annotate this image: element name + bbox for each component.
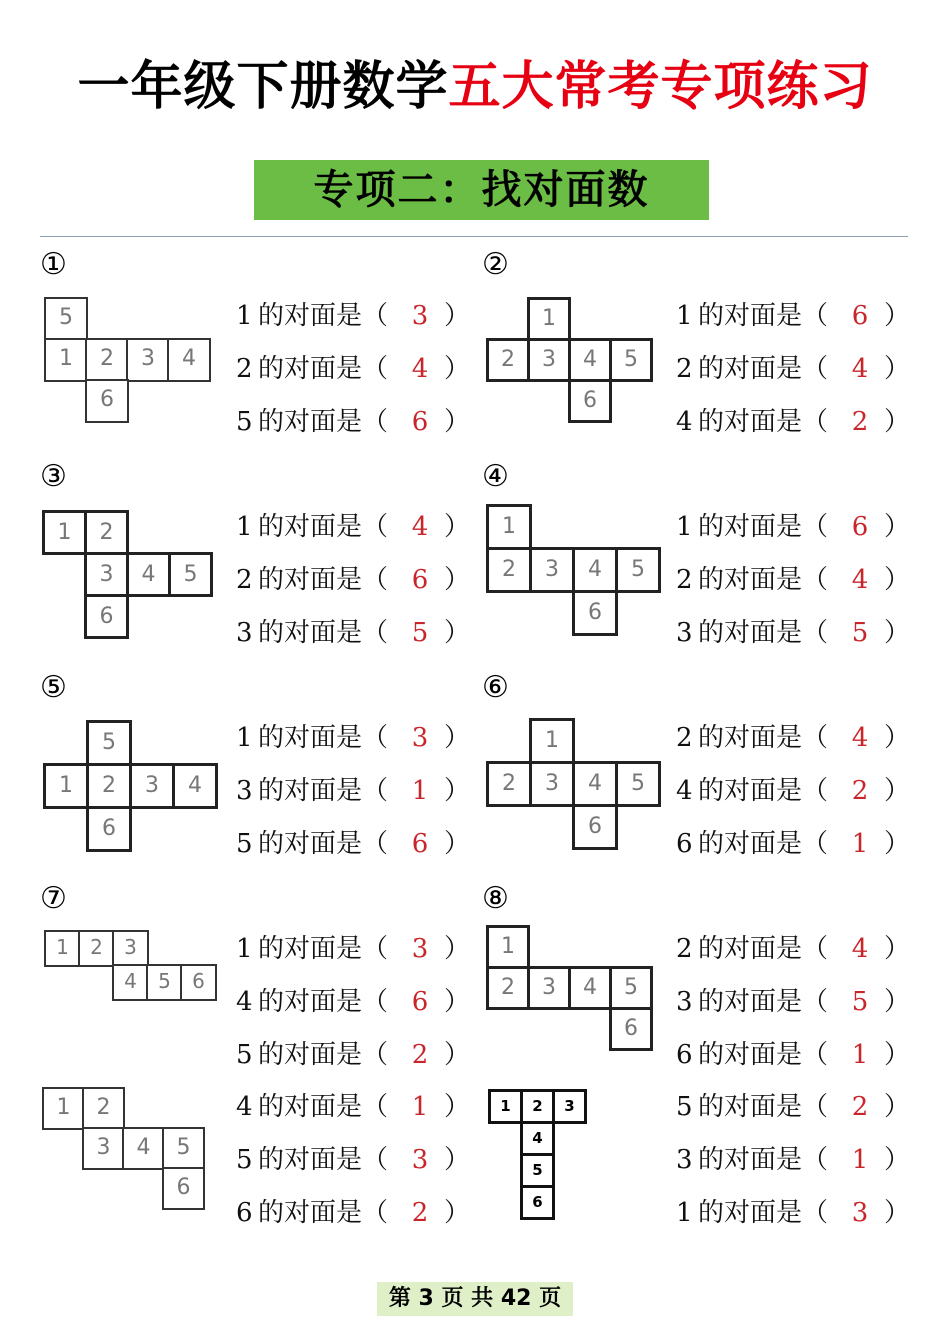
question-text: 的对面是（ (258, 354, 389, 384)
answer-value: 4 (851, 934, 869, 964)
close-paren: ） (884, 565, 911, 595)
answer-value: 1 (411, 776, 429, 806)
cube-face: 1 (43, 763, 89, 809)
close-paren: ） (884, 1040, 911, 1070)
face-number: 6 (676, 1040, 693, 1070)
question-line (676, 564, 911, 596)
close-paren: ） (444, 512, 471, 542)
answer-value: 3 (411, 1145, 429, 1175)
cube-face: 6 (180, 964, 217, 1001)
question-text: 的对面是（ (698, 1040, 829, 1070)
question-text: 的对面是（ (258, 618, 389, 648)
answer-value: 6 (411, 987, 429, 1017)
question-text: 的对面是（ (698, 934, 829, 964)
face-number: 5 (236, 1145, 253, 1175)
question-line (676, 1091, 911, 1123)
cube-face: 3 (126, 338, 170, 382)
question-line (236, 353, 471, 385)
cube-face: 1 (527, 297, 571, 341)
cube-face: 3 (529, 761, 575, 807)
cube-face: 6 (572, 804, 618, 850)
cube-face: 4 (112, 964, 149, 1001)
title-black: 一年级下册数学 (77, 57, 449, 117)
question-line (676, 406, 911, 438)
question-text: 的对面是（ (258, 1198, 389, 1228)
face-number: 2 (676, 723, 693, 753)
question-text: 的对面是（ (258, 723, 389, 753)
face-number: 2 (236, 565, 253, 595)
cube-face: 2 (486, 547, 532, 593)
question-text: 的对面是（ (698, 618, 829, 648)
close-paren: ） (884, 829, 911, 859)
cube-face: 4 (572, 547, 618, 593)
close-paren: ） (884, 723, 911, 753)
question-text: 的对面是（ (258, 1092, 389, 1122)
question-text: 的对面是（ (258, 776, 389, 806)
cube-face: 5 (162, 1127, 205, 1170)
problem-number: ⑦ (40, 881, 67, 916)
cube-face: 1 (42, 510, 87, 555)
cube-face: 1 (529, 718, 575, 764)
question-text: 的对面是（ (698, 407, 829, 437)
cube-face: 4 (572, 761, 618, 807)
close-paren: ） (444, 723, 471, 753)
question-line (676, 986, 911, 1018)
close-paren: ） (444, 407, 471, 437)
question-text: 的对面是（ (258, 1145, 389, 1175)
title-red: 五大常考专项练习 (448, 57, 873, 117)
cube-face: 2 (78, 930, 115, 967)
problem-number: ① (40, 247, 67, 282)
face-number: 5 (236, 1040, 253, 1070)
cube-face: 3 (129, 763, 175, 809)
question-line (236, 564, 471, 596)
cube-face: 2 (82, 1087, 125, 1130)
question-line (676, 511, 911, 543)
cube-face: 4 (568, 338, 612, 382)
question-text: 的对面是（ (698, 987, 829, 1017)
cube-face: 5 (615, 547, 661, 593)
question-line (236, 511, 471, 543)
face-number: 2 (236, 354, 253, 384)
cube-face: 6 (84, 594, 129, 639)
cube-face: 6 (162, 1167, 205, 1210)
answer-value: 5 (851, 618, 869, 648)
question-line (676, 617, 911, 649)
question-text: 的对面是（ (698, 512, 829, 542)
close-paren: ） (444, 1145, 471, 1175)
problem-number: ⑤ (40, 670, 67, 705)
answer-value: 2 (851, 776, 869, 806)
face-number: 5 (676, 1092, 693, 1122)
question-line (236, 986, 471, 1018)
cube-face: 4 (172, 763, 218, 809)
face-number: 3 (236, 618, 253, 648)
cube-face: 3 (552, 1089, 587, 1124)
answer-value: 1 (851, 1145, 869, 1175)
face-number: 1 (236, 934, 253, 964)
close-paren: ） (444, 1040, 471, 1070)
face-number: 1 (676, 512, 693, 542)
question-text: 的对面是（ (258, 512, 389, 542)
answer-value: 3 (411, 934, 429, 964)
cube-face: 1 (488, 1089, 523, 1124)
cube-face: 2 (486, 338, 530, 382)
answer-value: 4 (851, 354, 869, 384)
cube-face: 5 (609, 966, 653, 1010)
question-line (236, 1144, 471, 1176)
answer-value: 2 (851, 1092, 869, 1122)
cube-face: 3 (529, 547, 575, 593)
divider (40, 236, 908, 237)
cube-face: 3 (527, 338, 571, 382)
face-number: 1 (236, 512, 253, 542)
face-number: 4 (236, 987, 253, 1017)
answer-value: 1 (851, 1040, 869, 1070)
cube-face: 2 (486, 761, 532, 807)
question-line (236, 722, 471, 754)
answer-value: 6 (851, 301, 869, 331)
close-paren: ） (444, 1092, 471, 1122)
face-number: 4 (676, 407, 693, 437)
question-line (676, 933, 911, 965)
answer-value: 4 (851, 723, 869, 753)
face-number: 3 (676, 618, 693, 648)
close-paren: ） (444, 829, 471, 859)
cube-face: 5 (44, 297, 88, 341)
problem-number: ⑧ (482, 881, 509, 916)
question-text: 的对面是（ (698, 1092, 829, 1122)
face-number: 1 (236, 723, 253, 753)
close-paren: ） (884, 1092, 911, 1122)
face-number: 1 (676, 1198, 693, 1228)
cube-face: 5 (146, 964, 183, 1001)
question-line (236, 828, 471, 860)
question-line (676, 1197, 911, 1229)
cube-face: 6 (609, 1007, 653, 1051)
face-number: 5 (236, 829, 253, 859)
face-number: 1 (676, 301, 693, 331)
question-text: 的对面是（ (258, 407, 389, 437)
close-paren: ） (884, 512, 911, 542)
face-number: 6 (236, 1198, 253, 1228)
question-line (236, 1039, 471, 1071)
cube-face: 6 (85, 379, 129, 423)
cube-face: 1 (44, 338, 88, 382)
answer-value: 3 (851, 1198, 869, 1228)
cube-face: 1 (42, 1087, 85, 1130)
close-paren: ） (884, 1198, 911, 1228)
cube-face: 6 (568, 379, 612, 423)
question-line (676, 775, 911, 807)
answer-value: 2 (411, 1198, 429, 1228)
close-paren: ） (444, 301, 471, 331)
close-paren: ） (444, 618, 471, 648)
answer-value: 1 (411, 1092, 429, 1122)
face-number: 3 (676, 1145, 693, 1175)
answer-value: 4 (411, 354, 429, 384)
close-paren: ） (884, 776, 911, 806)
cube-face: 6 (572, 590, 618, 636)
cube-face: 4 (126, 552, 171, 597)
face-number: 2 (676, 354, 693, 384)
cube-face: 4 (520, 1121, 555, 1156)
face-number: 6 (676, 829, 693, 859)
face-number: 5 (236, 407, 253, 437)
cube-face: 3 (82, 1127, 125, 1170)
cube-face: 2 (86, 763, 132, 809)
cube-face: 2 (85, 338, 129, 382)
close-paren: ） (884, 301, 911, 331)
answer-value: 2 (851, 407, 869, 437)
problem-number: ② (482, 247, 509, 282)
answer-value: 4 (411, 512, 429, 542)
answer-value: 4 (851, 565, 869, 595)
section-banner: 专项二：找对面数 (254, 160, 709, 220)
question-line (236, 406, 471, 438)
close-paren: ） (884, 987, 911, 1017)
close-paren: ） (884, 407, 911, 437)
question-text: 的对面是（ (698, 1198, 829, 1228)
question-text: 的对面是（ (698, 723, 829, 753)
question-line (236, 300, 471, 332)
cube-face: 3 (84, 552, 129, 597)
cube-face: 2 (84, 510, 129, 555)
answer-value: 3 (411, 301, 429, 331)
cube-face: 3 (112, 930, 149, 967)
problem-number: ⑥ (482, 670, 509, 705)
face-number: 3 (236, 776, 253, 806)
answer-value: 5 (411, 618, 429, 648)
question-line (676, 1039, 911, 1071)
cube-face: 6 (86, 806, 132, 852)
cube-face: 1 (486, 504, 532, 550)
page-title (0, 52, 950, 122)
answer-value: 6 (411, 829, 429, 859)
close-paren: ） (444, 934, 471, 964)
question-line (676, 828, 911, 860)
cube-face: 3 (527, 966, 571, 1010)
question-text: 的对面是（ (258, 987, 389, 1017)
question-line (236, 617, 471, 649)
face-number: 4 (236, 1092, 253, 1122)
problem-number: ④ (482, 459, 509, 494)
face-number: 2 (676, 565, 693, 595)
close-paren: ） (444, 987, 471, 1017)
cube-face: 5 (168, 552, 213, 597)
face-number: 2 (676, 934, 693, 964)
cube-face: 4 (568, 966, 612, 1010)
cube-face: 2 (486, 966, 530, 1010)
question-line (236, 1091, 471, 1123)
close-paren: ） (444, 354, 471, 384)
question-text: 的对面是（ (258, 934, 389, 964)
cube-face: 6 (520, 1185, 555, 1220)
cube-face: 5 (615, 761, 661, 807)
cube-face: 2 (520, 1089, 555, 1124)
answer-value: 1 (851, 829, 869, 859)
page-footer: 第 3 页 共 42 页 (377, 1282, 573, 1316)
question-text: 的对面是（ (258, 829, 389, 859)
question-text: 的对面是（ (698, 1145, 829, 1175)
question-text: 的对面是（ (258, 301, 389, 331)
cube-face: 4 (167, 338, 211, 382)
close-paren: ） (884, 934, 911, 964)
close-paren: ） (884, 1145, 911, 1175)
face-number: 4 (676, 776, 693, 806)
answer-value: 6 (851, 512, 869, 542)
problem-number: ③ (40, 459, 67, 494)
answer-value: 3 (411, 723, 429, 753)
question-line (676, 722, 911, 754)
question-line (236, 775, 471, 807)
answer-value: 2 (411, 1040, 429, 1070)
question-text: 的对面是（ (698, 565, 829, 595)
close-paren: ） (444, 1198, 471, 1228)
close-paren: ） (444, 565, 471, 595)
question-text: 的对面是（ (258, 1040, 389, 1070)
close-paren: ） (884, 354, 911, 384)
question-line (676, 1144, 911, 1176)
question-line (236, 933, 471, 965)
close-paren: ） (444, 776, 471, 806)
cube-face: 1 (44, 930, 81, 967)
cube-face: 5 (86, 720, 132, 766)
face-number: 1 (236, 301, 253, 331)
cube-face: 4 (122, 1127, 165, 1170)
answer-value: 6 (411, 565, 429, 595)
question-line (236, 1197, 471, 1229)
face-number: 3 (676, 987, 693, 1017)
question-text: 的对面是（ (698, 829, 829, 859)
question-line (676, 300, 911, 332)
cube-face: 5 (520, 1153, 555, 1188)
answer-value: 5 (851, 987, 869, 1017)
answer-value: 6 (411, 407, 429, 437)
question-text: 的对面是（ (698, 776, 829, 806)
question-line (676, 353, 911, 385)
cube-face: 5 (609, 338, 653, 382)
question-text: 的对面是（ (698, 301, 829, 331)
question-text: 的对面是（ (258, 565, 389, 595)
cube-face: 1 (486, 925, 530, 969)
close-paren: ） (884, 618, 911, 648)
question-text: 的对面是（ (698, 354, 829, 384)
